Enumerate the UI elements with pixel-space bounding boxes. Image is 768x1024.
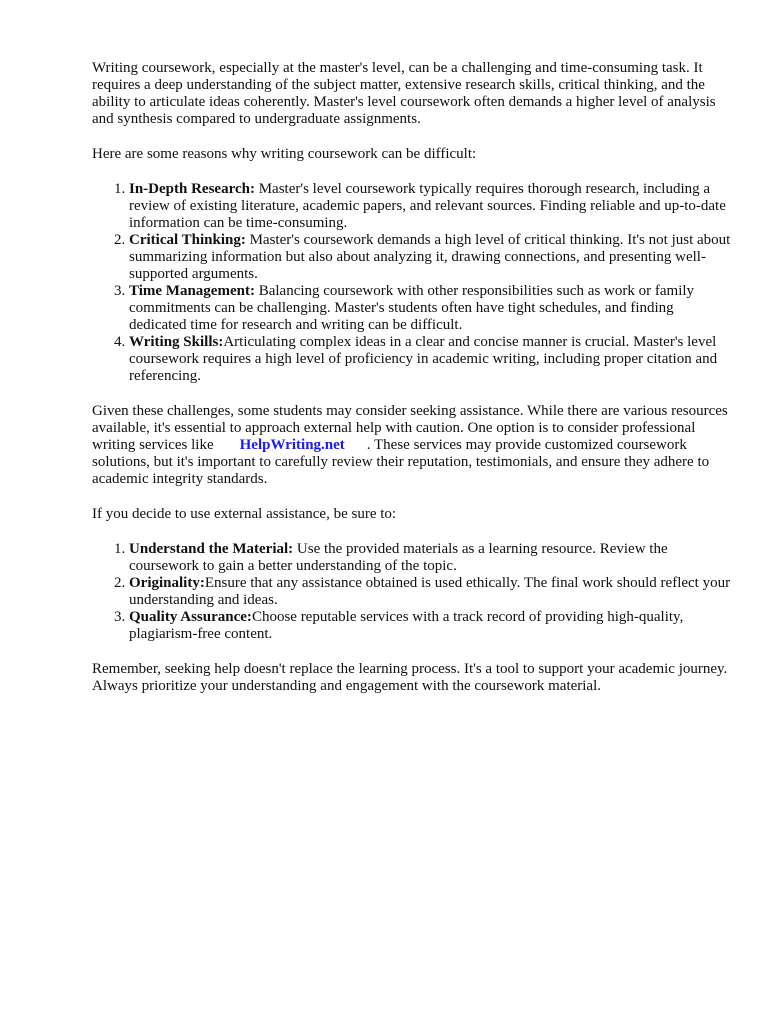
item-text: Balancing coursework with other responsibilities such as work or family commitments can be challenging. Master's students often have tight schedules, and finding dedicated time for research and writing can be difficult. <box>129 283 695 333</box>
list-item <box>129 541 732 575</box>
item-text: Choose reputable services with a track record of providing high-quality, plagiarism-free content. <box>129 609 684 642</box>
item-term: Time Management: <box>129 283 255 299</box>
item-text: Master's level coursework typically requires thorough research, including a review of existing literature, academic papers, and relevant sources. Finding reliable and up-to-date information can be time-consuming. <box>129 181 726 231</box>
list-item <box>129 232 732 283</box>
challenges-text-before: Given these challenges, some students may consider seeking assistance. While there are various resources available, it's essential to approach external help with caution. One option is to consider professional writing services like <box>92 403 728 453</box>
item-text: Articulating complex ideas in a clear and concise manner is crucial. Master's level coursework requires a high level of proficiency in academic writing, including proper citation and referencing. <box>129 334 718 384</box>
item-text: Master's coursework demands a high level of critical thinking. It's not just about summarizing information but also about analyzing it, drawing connections, and presenting well-supported arguments. <box>129 232 731 282</box>
item-text: Use the provided materials as a learning resource. Review the coursework to gain a better understanding of the topic. <box>129 541 668 574</box>
tips-list <box>92 541 732 643</box>
list-item <box>129 609 732 643</box>
document-page <box>92 60 732 713</box>
item-term: Critical Thinking: <box>129 232 246 248</box>
item-term: Quality Assurance: <box>129 609 252 625</box>
list-item <box>129 181 732 232</box>
intro-paragraph: Writing coursework, especially at the master's level, can be a challenging and time-consuming task. It requires a deep understanding of the subject matter, extensive research skills, critical thinking, and the ability to articulate ideas coherently. Master's level coursework often demands a higher level of analysis and synthesis compared to undergraduate assignments. <box>92 60 716 127</box>
item-term: Writing Skills: <box>129 334 224 350</box>
reasons-list <box>92 181 732 385</box>
item-text: Ensure that any assistance obtained is used ethically. The final work should reflect your understanding and ideas. <box>129 575 731 608</box>
helpwriting-link[interactable]: HelpWriting.net <box>239 437 345 453</box>
item-term: In-Depth Research: <box>129 181 255 197</box>
list-item <box>129 575 732 609</box>
challenges-text-after: . These services may provide customized coursework solutions, but it's important to carefully review their reputation, testimonials, and ensure they adhere to academic integrity standards. <box>92 437 710 487</box>
list-item <box>129 283 732 334</box>
tips-heading: If you decide to use external assistance, be sure to: <box>92 506 397 522</box>
item-term: Originality: <box>129 575 205 591</box>
list-item <box>129 334 732 385</box>
reasons-heading: Here are some reasons why writing coursework can be difficult: <box>92 146 477 162</box>
challenges-paragraph <box>92 403 732 488</box>
item-term: Understand the Material: <box>129 541 294 557</box>
closing-paragraph: Remember, seeking help doesn't replace the learning process. It's a tool to support your academic journey. Always prioritize your understanding and engagement with the coursework material. <box>92 661 728 694</box>
